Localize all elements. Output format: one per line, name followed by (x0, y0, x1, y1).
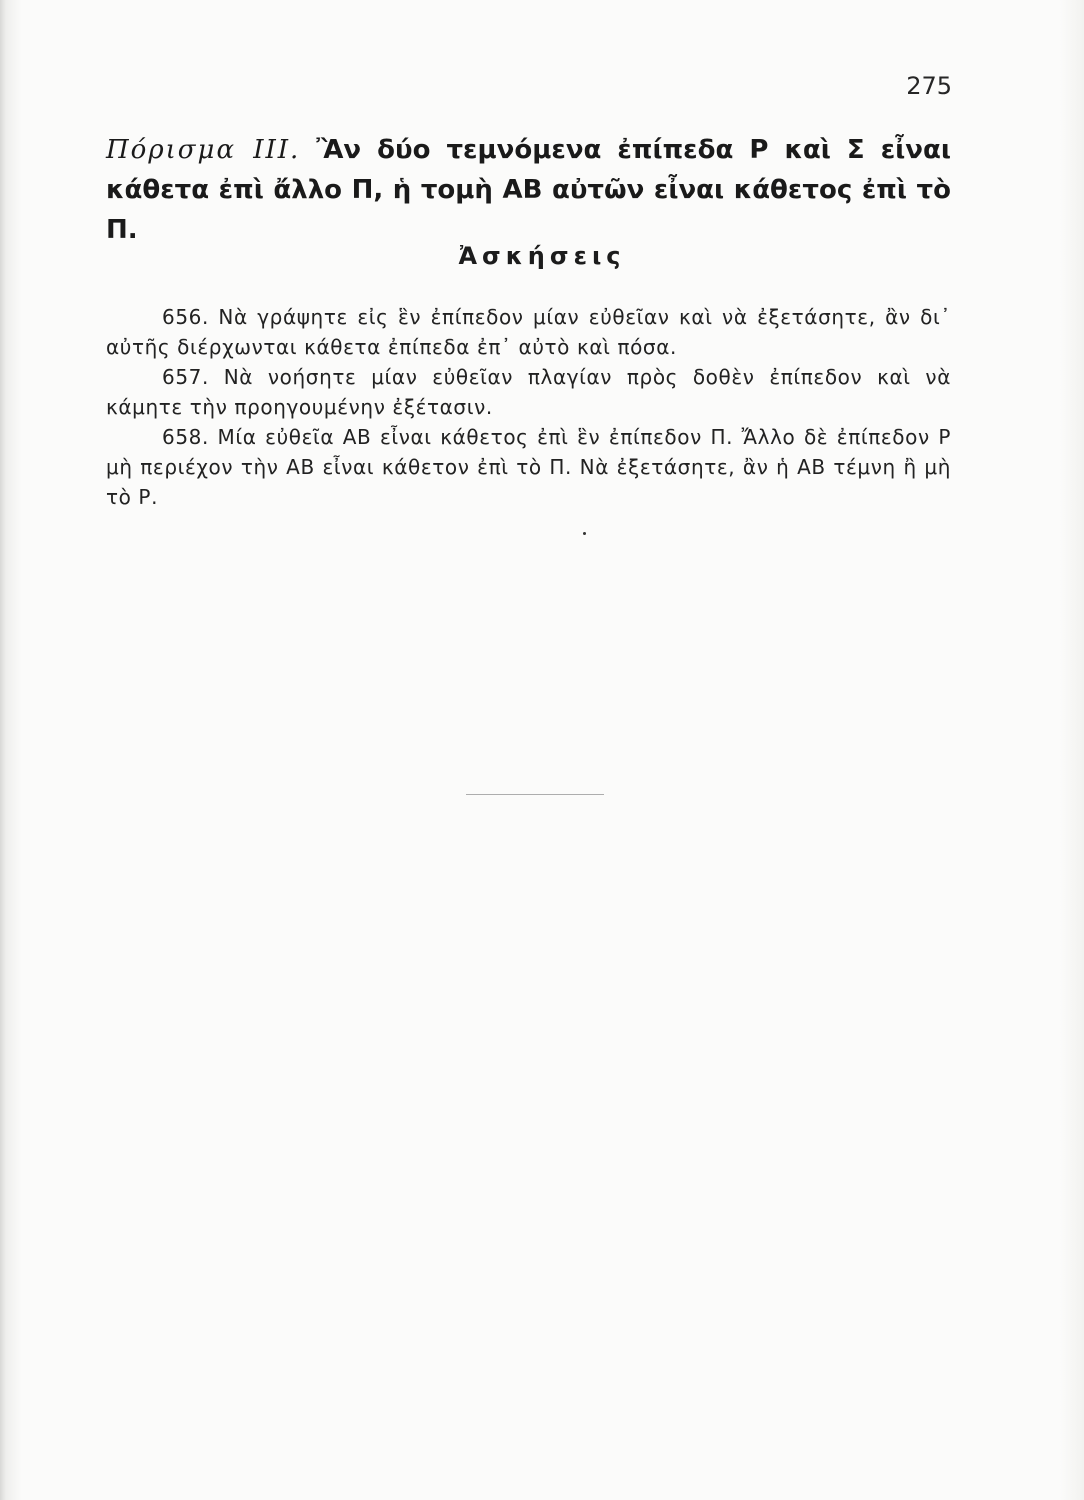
exercise-list (106, 302, 951, 512)
exercise-656: 656. Νὰ γράψητε εἰς ἓν ἐπίπεδον μίαν εὐθεῖαν καὶ νὰ ἐξετάσητε, ἂν δι᾽ αὐτῆς διέρχωνται κάθετα ἐπίπεδα ἐπ᾽ αὐτὸ καὶ πόσα. (106, 305, 951, 359)
page-number: 275 (906, 72, 952, 100)
corollary-text-line1: Ἂν δύο τεμνόμενα ἐπίπεδα Ρ καὶ Σ εἶναι (316, 135, 952, 165)
exercise-658: 658. Μία εὐθεῖα ΑΒ εἶναι κάθετος ἐπὶ ἓν ἐπίπεδον Π. Ἄλλο δὲ ἐπίπεδον Ρ μὴ περιέχον τὴν ΑΒ εἶναι κάθετον ἐπὶ τὸ Π. Νὰ ἐξετάσητε, ἂν ἡ ΑΒ τέμνη ἢ μὴ τὸ Ρ. (106, 425, 951, 509)
end-dot (583, 532, 586, 535)
corollary-text-line2: κάθετα ἐπὶ ἄλλο Π, ἡ τομὴ ΑΒ αὐτῶν εἶναι κάθετος ἐπὶ τὸ Π. (106, 175, 951, 245)
exercise-657: 657. Νὰ νοήσητε μίαν εὐθεῖαν πλαγίαν πρὸς δοθὲν ἐπίπεδον καὶ νὰ κάμητε τὴν προηγουμένην ἐξέτασιν. (106, 365, 951, 419)
corollary (106, 130, 951, 250)
corollary-label: Πόρισμα III. (106, 135, 301, 165)
divider-rule (466, 794, 604, 795)
section-title: Ἀσκήσεις (458, 242, 626, 270)
